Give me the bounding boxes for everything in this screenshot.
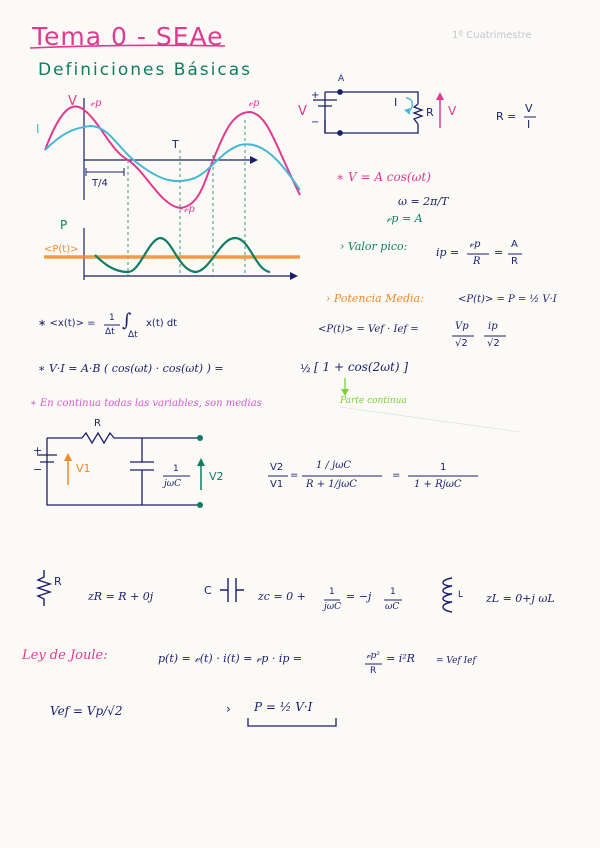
pt-f1-den: √2 xyxy=(455,338,468,349)
vp-equation: 𝓋p = A xyxy=(386,212,423,225)
xt-integral: ∫ xyxy=(122,310,132,331)
graph-vp-right-label: 𝓋p xyxy=(248,98,260,109)
ip-den: R xyxy=(473,256,481,267)
c1-v-right: V xyxy=(448,104,457,118)
tf-eq2: = xyxy=(392,470,401,481)
c2-v2: V2 xyxy=(209,470,224,483)
vi-bracket: [ 1 + cos(2ωt) ] xyxy=(314,360,409,374)
v2-arrow-head xyxy=(197,458,205,466)
tf-rhs-den: 1 + RjωC xyxy=(414,479,462,490)
tf-mid-num: 1 / jωC xyxy=(316,460,351,471)
w-equation: ω = 2π/T xyxy=(398,195,449,208)
continua-arrow-head xyxy=(341,389,349,396)
imp-zc-num2: 1 xyxy=(390,587,396,597)
imp-zr: zR = R + 0j xyxy=(88,590,154,603)
joule-den: R xyxy=(370,666,377,676)
joule-label: Ley de Joule: xyxy=(22,648,108,663)
c1-a-label: A xyxy=(338,74,345,84)
tf-mid-den: R + 1/jωC xyxy=(306,479,357,490)
tf-eq: = xyxy=(290,470,299,481)
imp-l-sym: L xyxy=(458,590,464,600)
waveform-graph xyxy=(44,98,300,280)
pt-f2-den: √2 xyxy=(487,338,500,349)
voltage-arrow-head xyxy=(436,92,444,100)
ip-den2: R xyxy=(511,256,518,267)
joule-eq: p(t) = 𝓋(t) · i(t) = 𝓋p · ip = xyxy=(158,652,303,665)
voltage-wave xyxy=(45,106,300,208)
v1-arrow-head xyxy=(64,453,72,461)
r-num: V xyxy=(525,102,533,115)
pm-eq: <P(t)> = P = ½ V·I xyxy=(458,294,557,305)
power-t-arrow xyxy=(290,272,298,280)
c1-v-label: V xyxy=(298,104,307,119)
imp-c-sym: C xyxy=(204,584,212,597)
graph-i-label: I xyxy=(36,122,40,136)
ghost-stroke xyxy=(340,407,520,432)
c2-out-node-bottom xyxy=(197,502,203,508)
imp-zc-den2: ωC xyxy=(385,602,400,612)
circuit-1 xyxy=(313,90,422,135)
vi-eq: ∗ V·I = A·B ( cos(ωt) · cos(ωt) ) = xyxy=(38,362,224,375)
graph-pavg-label: <P(t)> xyxy=(44,244,79,255)
node-a xyxy=(338,90,342,94)
parte-continua: Parte continua xyxy=(340,396,407,406)
pt-f2-num: ip xyxy=(488,321,498,332)
ip-num2: A xyxy=(511,239,518,250)
graph-t-label: T xyxy=(172,138,179,151)
graph-vp-label: 𝓋p xyxy=(90,98,102,109)
resistor-symbol xyxy=(414,104,422,124)
inductor-icon xyxy=(443,578,452,612)
ip-num: 𝓋p xyxy=(469,239,481,250)
c2-cap-den: jωC xyxy=(164,479,182,489)
resistor-icon xyxy=(38,570,50,606)
joule-tail: = i²R xyxy=(386,652,415,665)
c1-plus: + xyxy=(311,90,320,101)
xt-den: Δt xyxy=(105,327,115,337)
graph-p-label: P xyxy=(60,218,68,232)
c2-plus: + xyxy=(33,444,43,457)
ip-eq2: = xyxy=(494,246,504,259)
ip-eq: ip = xyxy=(436,246,460,259)
current-loop-head xyxy=(404,108,410,115)
c2-r-label: R xyxy=(94,418,101,429)
graph-neg-vp-label: -𝓋p xyxy=(180,204,195,215)
joule-num: 𝓋p² xyxy=(366,651,380,661)
valor-pico-label: › Valor pico: xyxy=(340,240,408,253)
imp-zc-num: 1 xyxy=(329,587,335,597)
c1-minus: − xyxy=(311,117,320,128)
t4-bracket xyxy=(86,168,124,176)
page-title: Tema 0 - SEAe xyxy=(32,22,224,51)
pt-f1-num: Vp xyxy=(455,321,469,332)
node-b xyxy=(338,131,342,135)
vi-half: ½ xyxy=(300,362,311,375)
vef-eq: Vef = Vp/√2 xyxy=(50,704,123,718)
final-p-eq: P = ½ V·I xyxy=(254,700,313,714)
tf-rhs-num: 1 xyxy=(440,462,447,473)
xt-sub: Δt xyxy=(128,330,138,340)
title-underline xyxy=(30,45,225,48)
imp-zc-den: jωC xyxy=(324,602,342,612)
continua-note: ∗ En continua todas las variables, son medias xyxy=(30,398,262,409)
c1-i-label: I xyxy=(394,96,398,109)
r-formula: R = xyxy=(496,110,517,123)
imp-zc-mid: = −j xyxy=(346,590,372,603)
c2-out-node-top xyxy=(197,435,203,441)
final-bracket xyxy=(248,718,336,726)
current-wave xyxy=(45,126,300,190)
c2-resistor xyxy=(82,433,114,443)
imp-zl: zL = 0+j ωL xyxy=(486,592,555,605)
imp-r-sym: R xyxy=(54,575,62,588)
c1-r-label: R xyxy=(426,106,434,119)
pt-eq: <P(t)> = Vef · Ief = xyxy=(318,324,419,335)
xt-num: 1 xyxy=(109,313,115,323)
imp-zc: zc = 0 + xyxy=(258,590,306,603)
capacitor-icon xyxy=(220,578,244,602)
tf-lhs-num: V2 xyxy=(270,462,284,473)
xt-tail: x(t) dt xyxy=(146,318,178,329)
c2-minus: − xyxy=(33,463,43,476)
page-subtitle: Definiciones Básicas xyxy=(38,60,253,80)
c2-capacitor xyxy=(130,438,154,505)
xt-eq: ∗ <x(t)> = xyxy=(38,318,96,329)
joule-small: = Vef Ief xyxy=(436,656,476,666)
c2-cap-num: 1 xyxy=(173,464,179,474)
ghost-header-text: 1º Cuatrimestre xyxy=(452,30,532,41)
graph-v-label: V xyxy=(68,94,77,109)
graph-t4-label: T/4 xyxy=(92,178,108,189)
potencia-media-label: › Potencia Media: xyxy=(326,292,424,305)
r-den: I xyxy=(527,118,531,131)
power-wave xyxy=(95,238,270,272)
joule-arrow: › xyxy=(226,702,231,716)
tf-lhs-den: V1 xyxy=(270,479,284,490)
v-equation: ∗ V = A cos(ωt) xyxy=(336,170,431,184)
graph-t-arrow xyxy=(250,156,258,164)
c2-v1: V1 xyxy=(76,462,91,475)
